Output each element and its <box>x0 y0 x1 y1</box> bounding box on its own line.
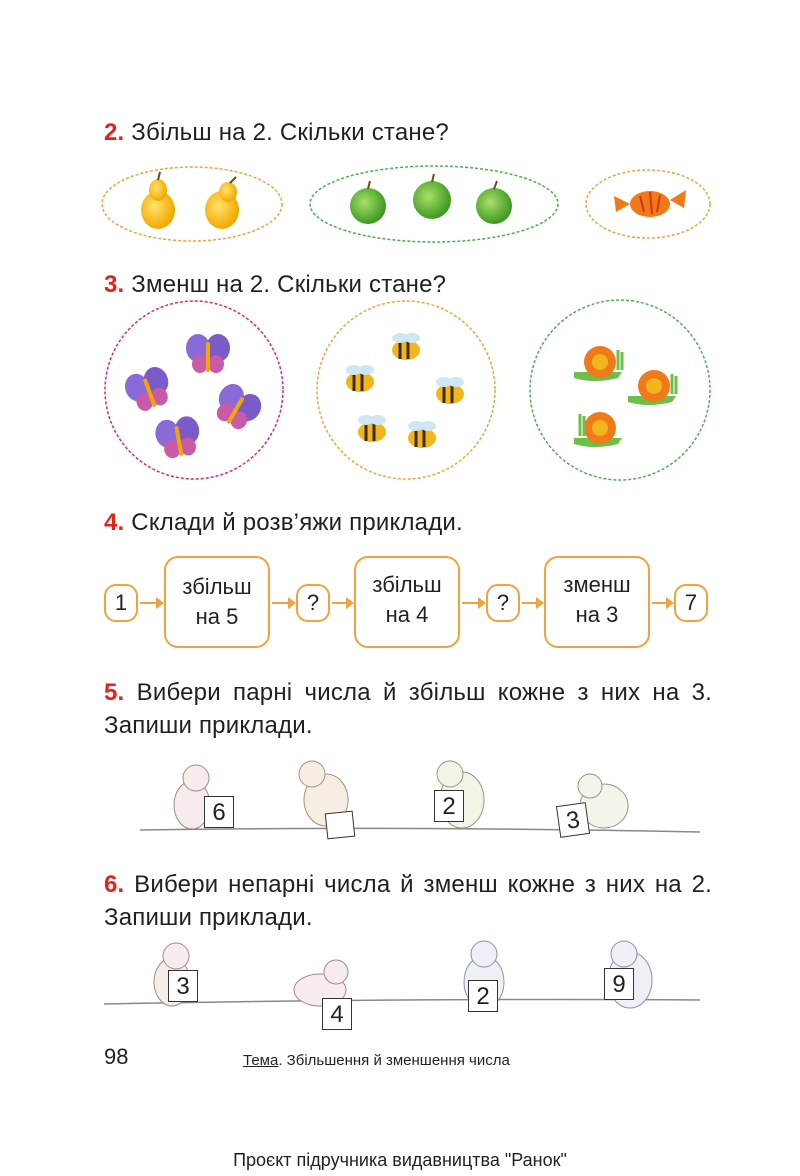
task-4-heading <box>104 506 463 539</box>
task-number: 5. <box>104 679 125 706</box>
bee-icon <box>436 377 464 404</box>
bird-number-card <box>325 811 356 840</box>
task-text: Збільш на 2. Скільки стане? <box>131 119 449 146</box>
candy-icon <box>614 190 686 217</box>
task-text: Вибери парні числа й збільш кожне з них на 3. Запиши приклади. <box>104 679 713 739</box>
bird-number-card: 2 <box>468 980 498 1012</box>
chain-arrow <box>652 602 672 604</box>
bee-icon <box>392 333 420 360</box>
chain-arrow <box>522 602 542 604</box>
bee-icon <box>358 415 386 442</box>
chain-arrow <box>272 602 294 604</box>
bee-icon <box>408 421 436 448</box>
publisher-footer: Проєкт підручника видавництва "Ранок" <box>233 1150 567 1170</box>
bird-number-card: 3 <box>168 970 198 1002</box>
green-apple-icon <box>476 181 512 224</box>
butterfly-icon <box>121 364 176 416</box>
butterfly-icon <box>208 379 266 435</box>
bird-number-card: 6 <box>204 796 234 828</box>
pear-icon <box>205 177 239 229</box>
bird-number-card: 4 <box>322 998 352 1030</box>
butterfly-icon <box>186 334 230 373</box>
step-line: зменш <box>563 572 631 597</box>
group-pears-oval <box>102 167 282 241</box>
topic-text: . Збільшення й зменшення числа <box>278 1052 510 1069</box>
page-number: 98 <box>104 1044 129 1069</box>
task-number: 3. <box>104 271 125 298</box>
chain-step-2 <box>354 556 460 648</box>
group-snails-circle <box>530 300 710 480</box>
step-line: збільш <box>182 574 252 599</box>
task-number: 2. <box>104 119 125 146</box>
step-line: збільш <box>372 572 442 597</box>
group-bees-circle <box>317 301 495 479</box>
butterfly-icon <box>153 414 203 460</box>
snail-icon <box>574 412 622 447</box>
task-number: 4. <box>104 509 125 536</box>
chain-end: 7 <box>674 584 708 622</box>
snail-icon <box>628 370 676 405</box>
step-line: на 4 <box>385 602 429 627</box>
task-text: Зменш на 2. Скільки стане? <box>131 271 447 298</box>
bee-icon <box>346 365 374 392</box>
step-line: на 3 <box>575 602 619 627</box>
topic-label: Тема <box>243 1052 279 1069</box>
pear-icon <box>141 172 175 229</box>
chain-start: 1 <box>104 584 138 622</box>
chain-arrow <box>140 602 162 604</box>
chain-unknown-1[interactable]: ? <box>296 584 330 622</box>
task-text: Склади й розв’яжи приклади. <box>131 509 463 536</box>
page-topic <box>243 1052 510 1069</box>
task-number: 6. <box>104 871 125 898</box>
task-3-heading <box>104 268 446 301</box>
chain-step-3 <box>544 556 650 648</box>
bird-number-card: 2 <box>434 790 464 822</box>
bird-number-card: 9 <box>604 968 634 1000</box>
chain-step-1 <box>164 556 270 648</box>
step-line: на 5 <box>195 604 239 629</box>
bird-number-card: 3 <box>556 802 590 838</box>
chain-unknown-2[interactable]: ? <box>486 584 520 622</box>
green-apple-icon <box>413 174 451 219</box>
snail-icon <box>574 346 622 381</box>
chain-arrow <box>332 602 352 604</box>
task-6-heading <box>104 868 712 934</box>
task-text: Вибери непарні числа й зменш кожне з них на 2. Запиши приклади. <box>104 871 712 931</box>
green-apple-icon <box>350 181 386 224</box>
chain-arrow <box>462 602 484 604</box>
task-5-heading <box>104 676 712 742</box>
